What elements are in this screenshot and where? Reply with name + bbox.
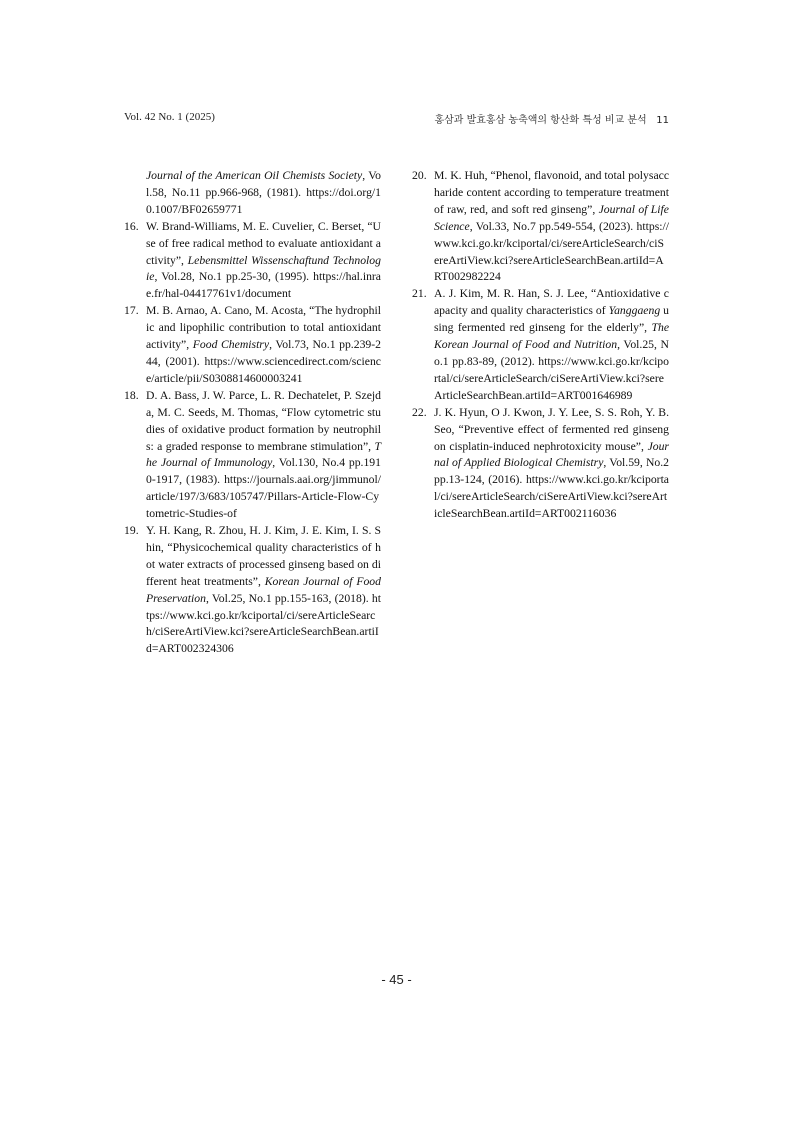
reference-number: 19. [124,524,139,538]
reference-details[interactable]: , Vol.33, No.7 pp.549-554, (2023). https://www.kci.go.kr/kciportal/ci/sereArticleSearch/ciSereArtiView.kci?sereArticleSearchBean.artiId=ART002982224 [434,219,669,284]
reference-item [412,168,669,286]
reference-details[interactable]: , Vol.73, No.1 pp.239-244, (2001). https://www.sciencedirect.com/science/article/pii/S0308814600003241 [146,338,381,385]
reference-number: 20. [412,169,427,182]
reference-text [146,388,381,523]
reference-details[interactable]: , Vol.25, No.1 pp.155-163, (2018). https://www.kci.go.kr/kciportal/ci/sereArticleSearch/ciSereArtiView.kci?sereArticleSearchBean.artiId=ART002324306 [146,591,381,656]
reference-number: 18. [124,388,139,402]
reference-authors: W. Brand-Williams, M. E. Cuvelier, C. Berset, “Use of free radical method to evaluate antioxidant activity”, [146,219,381,267]
reference-details[interactable]: , Vol.59, No.2 pp.13-124, (2016). https://www.kci.go.kr/kciportal/ci/sereArticleSearch/ciSereArtiView.kci?sereArticleSearchBean.artiId=ART002116036 [434,456,669,521]
reference-details[interactable]: , Vol.58, No.11 pp.966-968, (1981). https://doi.org/10.1007/BF02659771 [146,169,381,216]
reference-item [412,286,669,404]
reference-number: 17. [124,304,139,318]
reference-item [412,405,669,523]
reference-number: 16. [124,219,139,233]
page-number-footer: - 45 - [381,972,412,987]
reference-authors: Y. H. Kang, R. Zhou, H. J. Kim, J. E. Kim, I. S. Shin, “Physicochemical quality characteristics of hot water extracts of processed ginseng based on different heat treatments”, [146,524,381,588]
reference-journal: Lebensmittel Wissenschaftund Technologie [146,253,381,284]
reference-text [434,168,669,286]
reference-journal: The Journal of Immunology [146,439,381,470]
reference-details[interactable]: , Vol.28, No.1 pp.25-30, (1995). https://hal.inrae.fr/hal-04417761v1/document [146,270,381,301]
reference-authors: A. J. Kim, M. R. Han, S. J. Lee, “Antioxidative capacity and quality characteristics of [434,287,669,318]
reference-item [124,388,381,523]
reference-text [434,286,669,404]
reference-details[interactable]: , Vol.25, No.1 pp.83-89, (2012). https://www.kci.go.kr/kciportal/ci/sereArticleSearch/ciSereArtiView.kci?sereArticleSearchBean.artiId=ART001646989 [434,338,669,402]
reference-authors: M. B. Arnao, A. Cano, M. Acosta, “The hydrophilic and lipophilic contribution to total antioxidant activity”, [146,304,381,352]
reference-item [124,303,381,388]
references-right-column [412,168,669,523]
references-left-column [124,168,381,658]
reference-authors: M. K. Huh, “Phenol, flavonoid, and total polysaccharide content according to temperature treatment of raw, red, and soft red ginseng”, [434,169,670,216]
reference-number: 22. [412,405,427,419]
reference-journal: Food Chemistry [192,338,270,352]
reference-journal: Journal of Life Science [434,202,669,233]
reference-text [146,303,381,388]
reference-item [124,168,381,219]
reference-title-cont: using fermented red ginseng for the elderly”, [434,304,670,335]
reference-item [124,523,381,658]
reference-text [146,523,381,658]
reference-authors: D. A. Bass, J. W. Parce, L. R. Dechatelet, P. Szejda, M. C. Seeds, M. Thomas, “Flow cytometric studies of oxidative product formation by neutrophils: a graded response to membrane stimulation”, [146,388,381,453]
reference-text [146,168,381,219]
reference-text [146,219,381,304]
reference-authors: J. K. Hyun, O J. Kwon, J. Y. Lee, S. S. Roh, Y. B. Seo, “Preventive effect of fermented red ginseng on cisplatin-induced nephrotoxicity mouse”, [434,405,669,453]
reference-journal: Journal of Applied Biological Chemistry [434,439,669,470]
reference-italic-term: Yanggaeng [608,304,661,318]
journal-volume-header: Vol. 42 No. 1 (2025) [124,111,215,123]
reference-text [434,405,669,523]
reference-number: 21. [412,287,427,301]
reference-journal: The Korean Journal of Food and Nutrition [434,321,669,352]
running-title: 홍삼과 발효홍삼 농축액의 항산화 특성 비교 분석 [434,115,647,126]
header-page-number: 11 [656,115,669,126]
reference-journal: Journal of the American Oil Chemists Society [146,169,363,182]
reference-details[interactable]: , Vol.130, No.4 pp.1910-1917, (1983). https://journals.aai.org/jimmunol/article/197/3/683/105747/Pillars-Article-Flow-Cytometric-Studies-of [146,456,381,521]
article-title-header [434,111,669,126]
reference-item [124,219,381,304]
reference-journal: Korean Journal of Food Preservation [146,574,381,605]
